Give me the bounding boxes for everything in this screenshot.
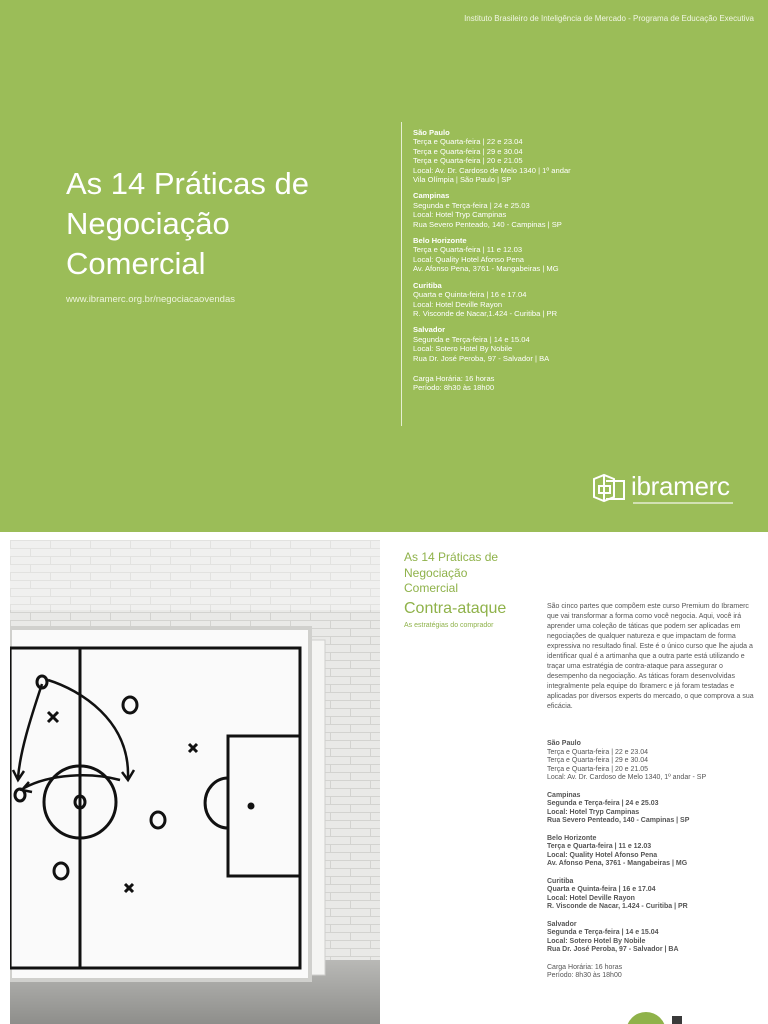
schedule-line: Rua Dr. José Peroba, 97 - Salvador | BA [547, 946, 679, 953]
inner-schedule [547, 740, 762, 981]
schedule-group-belo-horizonte [413, 236, 643, 274]
schedule-city: São Paulo [413, 128, 450, 137]
schedule-line: Local: Av. Dr. Cardoso de Melo 1340, 1º andar - SP [547, 774, 707, 781]
schedule-city: Campinas [413, 191, 450, 201]
schedule-city: Campinas [547, 791, 581, 799]
schedule-city: Curitiba [413, 280, 442, 290]
schedule-line: Local: Hotel Tryp Campinas [547, 808, 640, 816]
schedule-line: Terça e Quarta-feira | 22 e 23.04 [413, 137, 523, 147]
intro-paragraph: São cinco partes que compõem este curso Premium do Ibramerc que vai transformar a forma como você negocia. Aqui, você irá aprender uma coleção de táticas que podem ser aplicadas em negociações de qualquer natureza e que impactam de forma expressiva no resultado final. Este é o único curso que lhe ajuda a identificar qual é a artimanha que a outra parte está utilizando e traçar uma estratégia de contra-ataque para assegurar o desempenho da negociação. As táticas foram desenvolvidas integralmente pela equipe do Ibramerc e já foram testadas e aplicadas por diversos experts do mercado, o que comprova a sua eficácia. [547, 603, 754, 710]
logo-fragment-icon [626, 1012, 666, 1024]
schedule-line: Local: Sotero Hotel By Nobile [413, 344, 513, 354]
schedule-city: Salvador [413, 325, 446, 335]
schedule-city: Curitiba [547, 877, 574, 885]
schedule-line: Quarta e Quinta-feira | 16 e 17.04 [547, 886, 656, 893]
inner-subtitle-secondary: As estratégias do comprador [404, 622, 494, 629]
cover-title-line: As 14 Práticas de [66, 166, 309, 201]
inner-title-line: As 14 Práticas de [404, 550, 499, 564]
schedule-line: Quarta e Quinta-feira | 16 e 17.04 [413, 290, 527, 300]
schedule-line: Local: Hotel Deville Rayon [413, 299, 503, 309]
schedule-city: Belo Horizonte [413, 236, 467, 246]
schedule-line: Terça e Quarta-feira | 22 e 23.04 [547, 748, 649, 756]
schedule-group-sao-paulo [547, 740, 762, 783]
cover-title [66, 164, 309, 284]
schedule-line: Segunda e Terça-feira | 14 e 15.04 [413, 334, 530, 344]
inner-subtitle: Contra-ataque [404, 600, 507, 617]
schedule-line: Segunda e Terça-feira | 24 e 25.03 [413, 200, 530, 210]
schedule-line: Av. Afonso Pena, 3761 - Mangabeiras | MG [413, 264, 559, 274]
schedule-group-curitiba [547, 878, 762, 912]
schedule-line: Terça e Quarta-feira | 29 e 30.04 [413, 146, 523, 156]
schedule-group-campinas [547, 792, 762, 826]
schedule-line: Local: Quality Hotel Afonso Pena [413, 254, 525, 264]
schedule-line: Segunda e Terça-feira | 24 e 25.03 [547, 800, 659, 807]
cover-url-link[interactable]: www.ibramerc.org.br/negociacaovendas [66, 294, 235, 305]
workload-text: Carga Horária: 16 horas [547, 963, 623, 971]
cover-schedule [413, 128, 643, 393]
schedule-line: Terça e Quarta-feira | 20 e 21.05 [413, 156, 523, 166]
football-tactics-board-photo [10, 540, 380, 1024]
schedule-line: Local: Hotel Tryp Campinas [413, 210, 507, 220]
schedule-city: Salvador [547, 920, 577, 928]
schedule-line: Rua Severo Penteado, 140 - Campinas | SP [547, 817, 690, 824]
schedule-line: R. Visconde de Nacar,1.424 - Curitiba | PR [413, 308, 558, 318]
cover-title-line: Negociação [66, 206, 230, 241]
schedule-line: Local: Av. Dr. Cardoso de Melo 1340 | 1º andar [413, 165, 571, 175]
schedule-city: São Paulo [547, 740, 581, 747]
schedule-line: Terça e Quarta-feira | 11 e 12.03 [547, 843, 652, 850]
schedule-footer [547, 964, 762, 981]
schedule-line: Vila Olímpia | São Paulo | SP [413, 175, 512, 185]
schedule-line: R. Visconde de Nacar, 1.424 - Curitiba | PR [547, 903, 688, 910]
schedule-group-salvador [413, 325, 643, 363]
schedule-group-curitiba [413, 281, 643, 319]
schedule-city: Belo Horizonte [547, 834, 597, 842]
schedule-line: Local: Sotero Hotel By Nobile [547, 937, 646, 945]
inner-title [404, 550, 498, 597]
schedule-line: Rua Dr. José Peroba, 97 - Salvador | BA [413, 353, 550, 363]
schedule-line: Rua Severo Penteado, 140 - Campinas | SP [413, 219, 562, 229]
schedule-line: Av. Afonso Pena, 3761 - Mangabeiras | MG [547, 860, 688, 867]
inner-title-line: Comercial [404, 581, 459, 595]
cover-title-line: Comercial [66, 246, 206, 281]
institute-header: Instituto Brasileiro de Inteligência de Mercado - Programa de Educação Executiva [464, 14, 754, 23]
schedule-line: Terça e Quarta-feira | 20 e 21.05 [547, 765, 649, 773]
workload-text: Carga Horária: 16 horas [413, 373, 495, 383]
period-text: Período: 8h30 às 18h00 [413, 383, 495, 393]
schedule-footer [413, 374, 643, 393]
inner-page [0, 532, 768, 1024]
ibramerc-logo [591, 471, 741, 507]
period-text: Período: 8h30 às 18h00 [547, 972, 622, 979]
schedule-line: Terça e Quarta-feira | 29 e 30.04 [547, 757, 649, 764]
schedule-group-campinas [413, 191, 643, 229]
ibramerc-logo-icon [591, 471, 627, 505]
tactics-board-photo [10, 540, 380, 1024]
schedule-group-belo-horizonte [547, 835, 762, 869]
divider-line [401, 122, 402, 426]
schedule-line: Terça e Quarta-feira | 11 e 12.03 [413, 245, 523, 255]
schedule-group-salvador [547, 921, 762, 955]
schedule-line: Local: Quality Hotel Afonso Pena [547, 851, 658, 859]
schedule-line: Local: Hotel Deville Rayon [547, 894, 635, 902]
logo-tagline-bar [633, 502, 733, 504]
logo-wordmark: ibramerc [631, 471, 730, 501]
schedule-line: Segunda e Terça-feira | 14 e 15.04 [547, 929, 659, 936]
inner-title-line: Negociação [404, 565, 468, 580]
schedule-group-sao-paulo [413, 128, 643, 184]
logo-fragment-dark-icon [672, 1016, 682, 1024]
